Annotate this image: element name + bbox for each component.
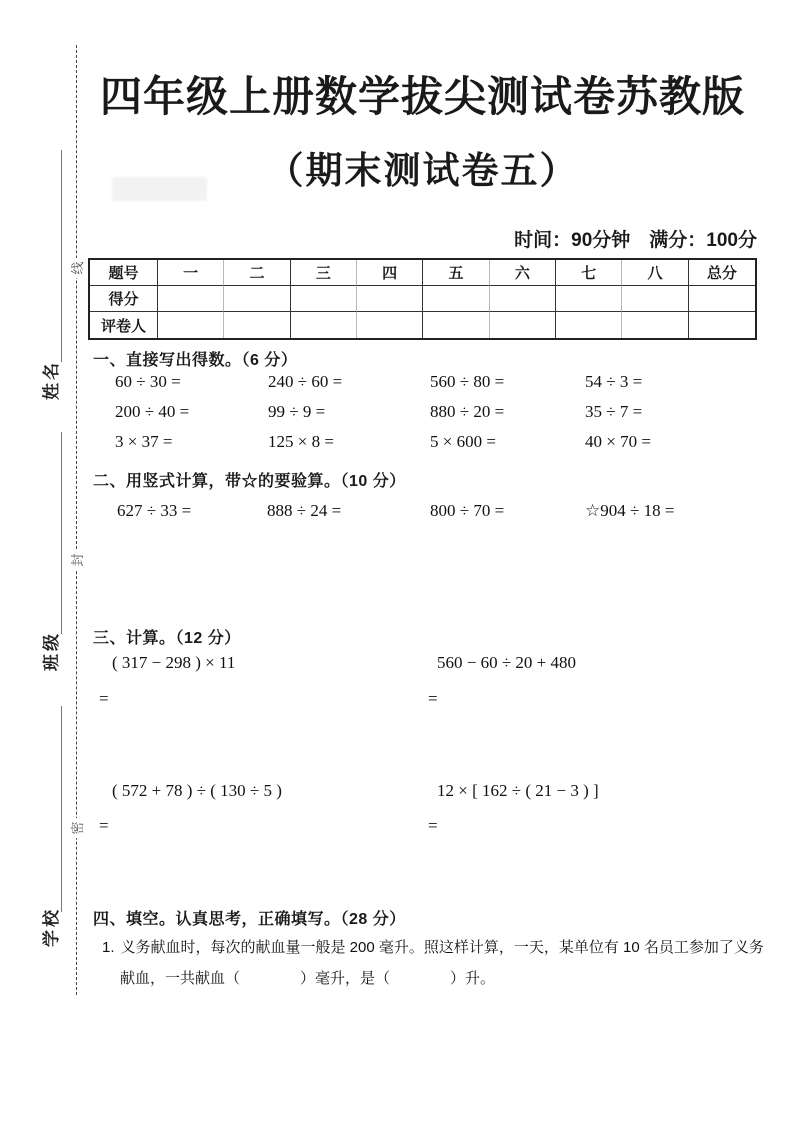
score-col-header: 四 bbox=[357, 260, 423, 286]
vertical-calc-row bbox=[0, 501, 793, 525]
question-1-line-2: 献血，一共献血（ ）毫升，是（ ）升。 bbox=[120, 970, 496, 987]
question-1-number: 1. bbox=[102, 939, 115, 956]
problem: 560 ÷ 80 = bbox=[430, 372, 505, 391]
score-row-label: 得分 bbox=[90, 286, 158, 312]
problem: 54 ÷ 3 = bbox=[585, 372, 643, 391]
problem: 880 ÷ 20 = bbox=[430, 402, 505, 421]
score-col-header: 总分 bbox=[689, 260, 755, 286]
school-field-label: 学校 bbox=[42, 907, 61, 947]
equals-row bbox=[0, 689, 793, 713]
class-field-label: 班级 bbox=[42, 631, 61, 671]
problem: 560 − 60 ÷ 20 + 480 bbox=[437, 653, 577, 672]
problem: 99 ÷ 9 = bbox=[268, 402, 326, 421]
problem: 627 ÷ 33 = bbox=[117, 501, 192, 520]
score-col-header: 八 bbox=[622, 260, 688, 286]
equals-row bbox=[0, 816, 793, 840]
equals-sign: = bbox=[428, 816, 438, 835]
score-cell-empty bbox=[490, 286, 556, 312]
problem: 800 ÷ 70 = bbox=[430, 501, 505, 520]
problem: 888 ÷ 24 = bbox=[267, 501, 342, 520]
score-cell-empty bbox=[224, 312, 290, 338]
score-cell-empty bbox=[224, 286, 290, 312]
seal-char-feng: 封 bbox=[70, 550, 86, 570]
equals-sign: = bbox=[428, 689, 438, 708]
mixed-calc-row bbox=[0, 781, 793, 805]
mixed-calc-row bbox=[0, 653, 793, 677]
score-col-header: 三 bbox=[291, 260, 357, 286]
score-cell-empty bbox=[158, 286, 224, 312]
question-1-text: 义务献血时，每次的献血量一般是 200 毫升。照这样计算，一天，某单位有 10 名员工参加了义务 bbox=[120, 939, 764, 956]
grader-row-label: 评卷人 bbox=[90, 312, 158, 338]
problem: 35 ÷ 7 = bbox=[585, 402, 643, 421]
time-score-info: 时间：90分钟 满分：100分 bbox=[514, 230, 757, 251]
score-cell-empty bbox=[357, 312, 423, 338]
page-subtitle: （期末测试卷五） bbox=[266, 150, 579, 191]
question-1-line-1 bbox=[102, 936, 764, 957]
score-cell-empty bbox=[622, 286, 688, 312]
score-cell-empty bbox=[423, 286, 489, 312]
section-two-heading: 二、用竖式计算，带☆的要验算。（10 分） bbox=[93, 473, 406, 490]
score-cell-empty bbox=[556, 312, 622, 338]
school-fill-line bbox=[61, 706, 62, 912]
score-cell-empty bbox=[291, 286, 357, 312]
score-cell-empty bbox=[689, 312, 755, 338]
problem: ( 317 − 298 ) × 11 bbox=[112, 653, 236, 672]
score-col-header: 六 bbox=[490, 260, 556, 286]
oral-calc-row bbox=[0, 372, 793, 396]
score-cell-empty bbox=[357, 286, 423, 312]
score-col-header: 一 bbox=[158, 260, 224, 286]
problem: 240 ÷ 60 = bbox=[268, 372, 343, 391]
score-cell-empty bbox=[556, 286, 622, 312]
problem: 5 × 600 = bbox=[430, 432, 496, 451]
problem: 40 × 70 = bbox=[585, 432, 651, 451]
problem: ☆904 ÷ 18 = bbox=[585, 501, 675, 520]
problem: ( 572 + 78 ) ÷ ( 130 ÷ 5 ) bbox=[112, 781, 282, 800]
score-cell-empty bbox=[490, 312, 556, 338]
oral-calc-row bbox=[0, 402, 793, 426]
name-field-label: 姓名 bbox=[42, 360, 61, 400]
problem: 60 ÷ 30 = bbox=[115, 372, 181, 391]
score-col-header: 五 bbox=[423, 260, 489, 286]
problem: 12 × [ 162 ÷ ( 21 − 3 ) ] bbox=[437, 781, 599, 800]
section-four-heading: 四、填空。认真思考，正确填写。（28 分） bbox=[93, 911, 406, 928]
score-table bbox=[88, 258, 757, 340]
page-title: 四年级上册数学拔尖测试卷苏教版 bbox=[99, 73, 745, 120]
equals-sign: = bbox=[99, 816, 109, 835]
score-table-corner: 题号 bbox=[90, 260, 158, 286]
score-cell-empty bbox=[158, 312, 224, 338]
problem: 125 × 8 = bbox=[268, 432, 334, 451]
name-fill-line bbox=[61, 150, 62, 362]
score-cell-empty bbox=[689, 286, 755, 312]
oral-calc-row bbox=[0, 432, 793, 456]
score-cell-empty bbox=[622, 312, 688, 338]
section-one-heading: 一、直接写出得数。（6 分） bbox=[93, 352, 298, 369]
section-three-heading: 三、计算。（12 分） bbox=[93, 630, 241, 647]
problem: 3 × 37 = bbox=[115, 432, 173, 451]
equals-sign: = bbox=[99, 689, 109, 708]
class-fill-line bbox=[61, 432, 62, 634]
seal-char-mi: 密 bbox=[70, 818, 86, 838]
score-col-header: 二 bbox=[224, 260, 290, 286]
problem: 200 ÷ 40 = bbox=[115, 402, 190, 421]
score-cell-empty bbox=[291, 312, 357, 338]
score-cell-empty bbox=[423, 312, 489, 338]
score-col-header: 七 bbox=[556, 260, 622, 286]
seal-char-xian: 线 bbox=[70, 258, 86, 278]
